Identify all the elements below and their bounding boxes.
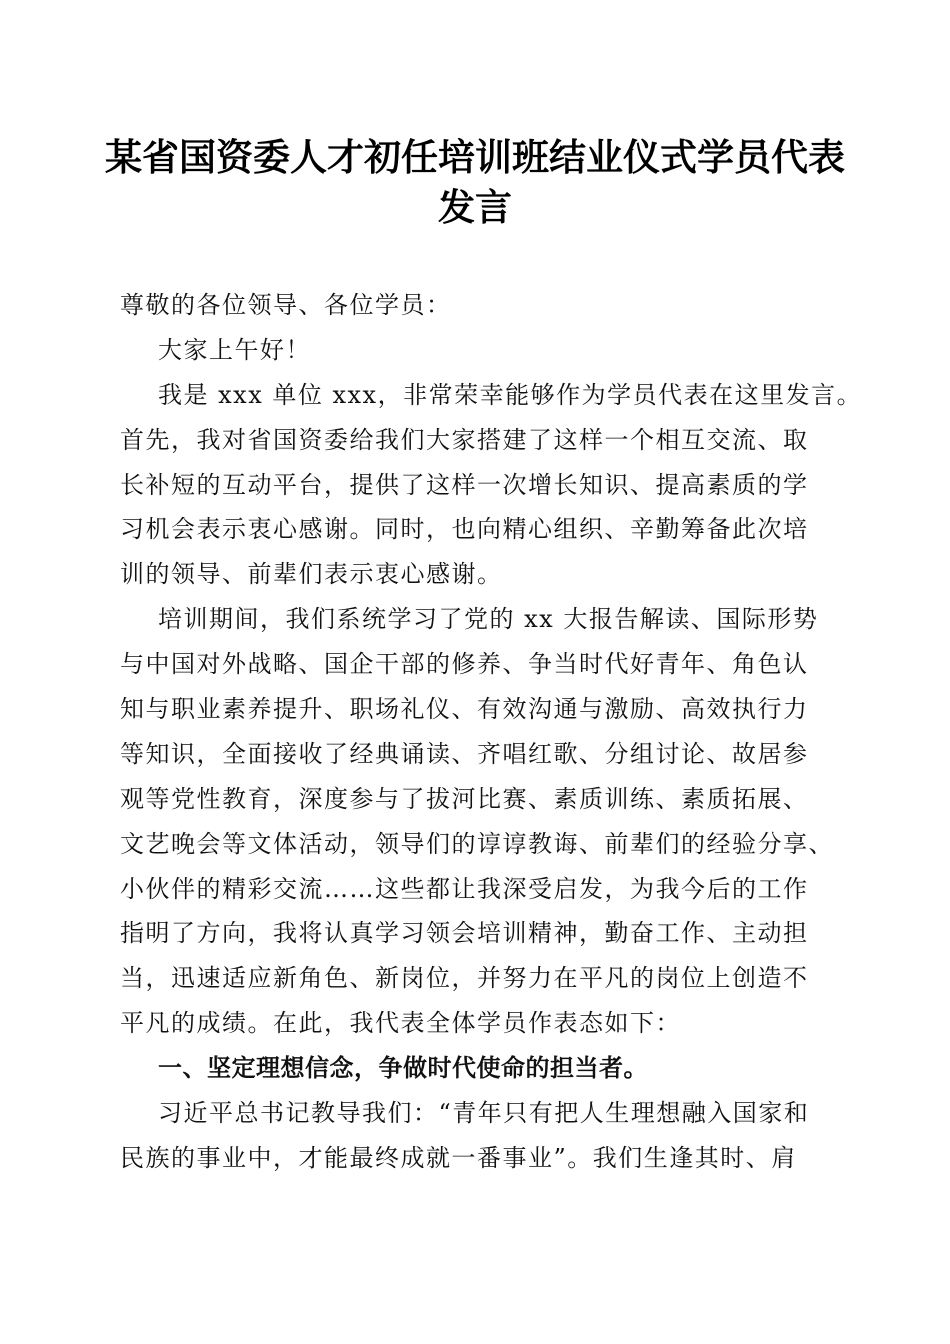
greeting: 大家上午好！ <box>158 335 311 364</box>
section-heading: 一、坚定理想信念，争做时代使命的担当者。 <box>158 1054 648 1083</box>
paragraph-line: 长补短的互动平台，提供了这样一次增长知识、提高素质的学 <box>120 470 809 499</box>
paragraph-line: 知与职业素养提升、职场礼仪、有效沟通与激励、高效执行力 <box>120 695 809 724</box>
paragraph-line: 培训期间，我们系统学习了党的 xx 大报告解读、国际形势 <box>158 605 819 634</box>
paragraph-line: 与中国对外战略、国企干部的修养、争当时代好青年、角色认 <box>120 650 809 679</box>
paragraph-line: 首先，我对省国资委给我们大家搭建了这样一个相互交流、取 <box>120 425 809 454</box>
title-line-1: 某省国资委人才初任培训班结业仪式学员代表 <box>105 135 845 179</box>
title-line-2: 发言 <box>438 185 512 229</box>
paragraph-line: 习近平总书记教导我们：“青年只有把人生理想融入国家和 <box>158 1099 810 1128</box>
paragraph-line: 我是 xxx 单位 xxx，非常荣幸能够作为学员代表在这里发言。 <box>158 380 863 409</box>
paragraph-line: 等知识，全面接收了经典诵读、齐唱红歌、分组讨论、故居参 <box>120 739 809 768</box>
document-body <box>120 283 863 1181</box>
salutation: 尊敬的各位领导、各位学员： <box>120 291 452 319</box>
paragraph-line: 观等党性教育，深度参与了拔河比赛、素质训练、素质拓展、 <box>120 784 809 813</box>
paragraph-line: 指明了方向，我将认真学习领会培训精神，勤奋工作、主动担 <box>120 919 809 948</box>
paragraph-line: 当，迅速适应新角色、新岗位，并努力在平凡的岗位上创造不 <box>120 964 809 993</box>
document-title <box>100 132 850 232</box>
paragraph-line: 民族的事业中，才能最终成就一番事业”。我们生逢其时、肩 <box>120 1143 797 1172</box>
paragraph-line: 文艺晚会等文体活动，领导们的谆谆教诲、前辈们的经验分享、 <box>120 829 834 858</box>
paragraph-line: 习机会表示衷心感谢。同时，也向精心组织、辛勤筹备此次培 <box>120 515 809 544</box>
paragraph-line: 训的领导、前辈们表示衷心感谢。 <box>120 560 503 589</box>
paragraph-line: 小伙伴的精彩交流……这些都让我深受启发，为我今后的工作 <box>120 874 809 903</box>
paragraph-line: 平凡的成绩。在此，我代表全体学员作表态如下： <box>120 1009 681 1038</box>
